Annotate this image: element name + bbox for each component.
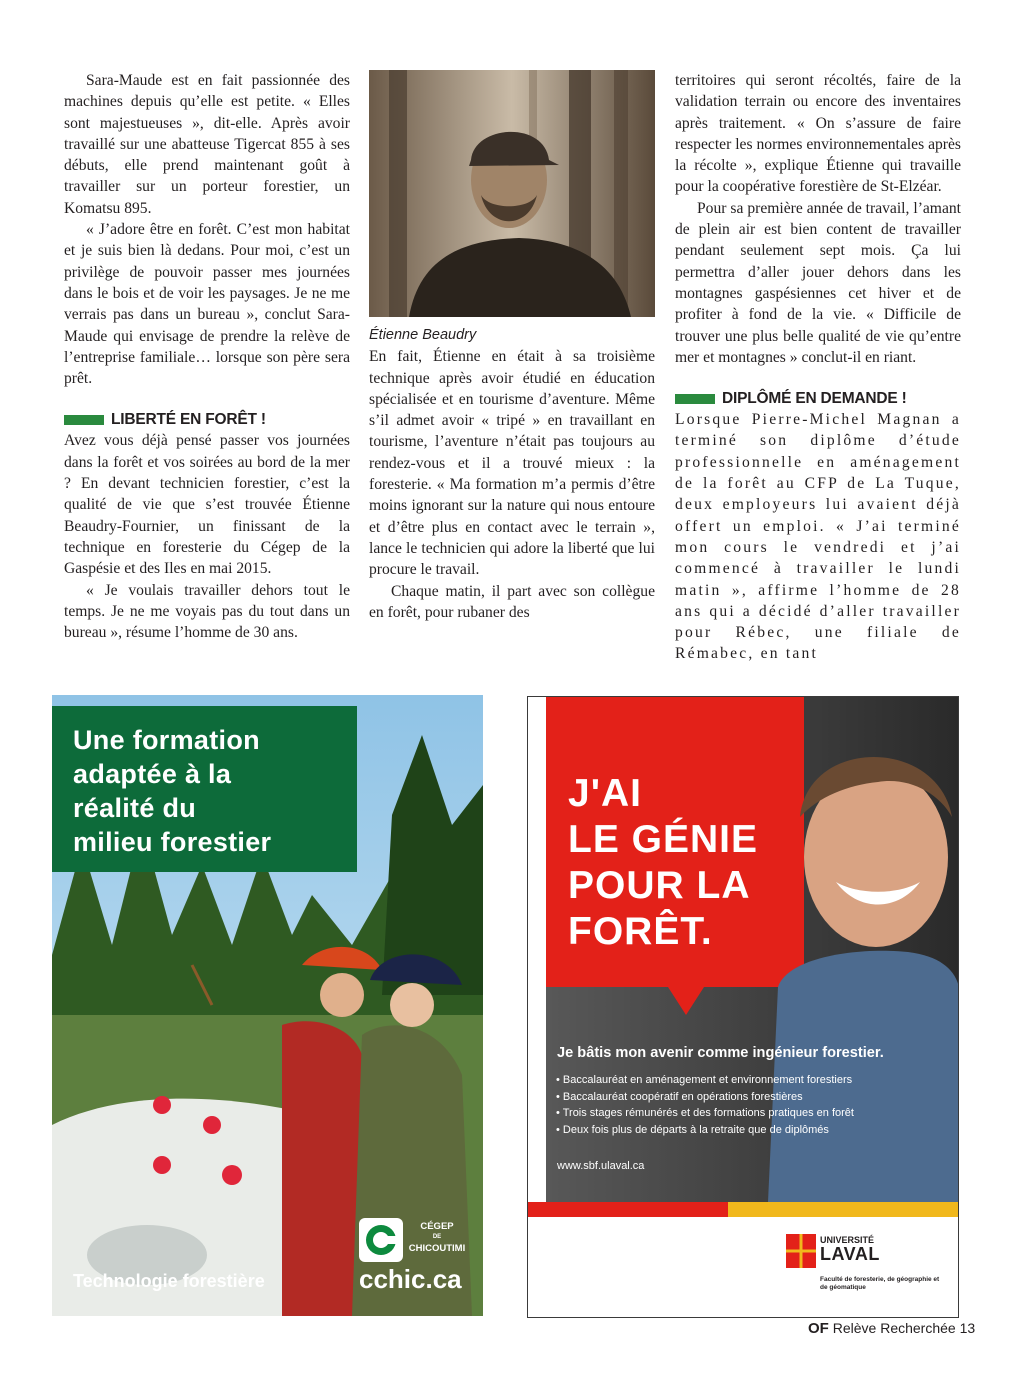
paragraph: En fait, Étienne en était à sa troisième technique après avoir étudié en éducation spécialisée et en tourisme d’aventure. Même s’il admet avoir « tripé » en travaillant en tourisme, l’aventure n’était pas toujours au rendez-vous et il a trouvé mieux : la foresterie. « Ma formation m’a permis d’être moins ignorant sur la nature qui nous entoure et d’être plus en contact avec le terrain », lance le technicien qui adore la liberté que lui procure le travail.: [369, 348, 655, 579]
laval-advertisement[interactable]: [527, 696, 959, 1318]
list-item: • Baccalauréat coopératif en opérations forestières: [556, 1089, 854, 1106]
list-item: • Deux fois plus de départs à la retraite que de diplômés: [556, 1122, 854, 1139]
university-logo-text: [820, 1235, 880, 1263]
paragraph: Pour sa première année de travail, l’amant de plein air est bien content de travailler pendant seulement sept mois. Ça lui permettra d’aller jouer dehors dans les montagnes gaspésiennes cet hiver et de profiter à fond de la vie. « Difficile de trouver une plus belle qualité de vie qu’entre mer et montagnes » conclut-il en riant.: [675, 199, 961, 366]
paragraph: Sara-Maude est en fait passionnée des machines depuis qu’elle est petite. « Elles sont majestueuses », dit-elle. Après avoir travaillé sur une abatteuse Tigercat 855 à ses débuts, elle prend maintenant goût à travailler sur un porteur forestier, un Komatsu 895.: [64, 72, 350, 217]
headline-line: réalité du: [73, 793, 197, 823]
headline-line: LE GÉNIE: [568, 818, 759, 861]
program-name: Technologie forestière: [73, 1271, 265, 1291]
heading-bar: [64, 415, 104, 425]
headline-line: milieu forestier: [73, 827, 272, 857]
ad-tagline: Je bâtis mon avenir comme ingénieur forestier.: [557, 1045, 884, 1061]
page-footer: [808, 1320, 975, 1337]
page-number: 13: [959, 1320, 976, 1336]
headline-line: POUR LA: [568, 864, 751, 907]
section-heading-text: DIPLÔMÉ EN DEMANDE !: [722, 390, 907, 408]
ad-headline: [568, 771, 758, 955]
portrait-photo: [369, 70, 655, 317]
cegep-line: CHICOUTIMI: [408, 1243, 466, 1254]
cegep-logo-icon: [359, 1218, 403, 1262]
headline-line: Une formation: [73, 725, 260, 755]
cegep-line: CÉGEP: [420, 1221, 454, 1232]
list-item: • Baccalauréat en aménagement et environnement forestiers: [556, 1072, 854, 1089]
article-column-1: [64, 70, 350, 643]
paragraph: Lorsque Pierre-Michel Magnan a terminé son diplôme d’étude professionnelle en aménagement de la forêt au CFP de La Tuque, deux employeurs lui avaient déjà offert un emploi. « J’ai terminé mon cours le vendredi et j’ai commencé à travailler le lundi matin », affirme l’homme de 28 ans qui a décidé d’aller travailler pour Rébec, une filiale de Rémabec, en tant: [675, 411, 961, 663]
article-column-3: [675, 70, 961, 665]
paragraph: « J’adore être en forêt. C’est mon habitat et je suis bien là dedans. Pour moi, c’est un privilège de pouvoir passer mes journées dans le bois et de voir les paysages. Je ne me verrais pas dans un bureau », conclut Sara-Maude qui envisage de prendre la relève de l’entreprise familiale… lorsque son père sera prêt.: [64, 221, 350, 388]
paragraph: Avez vous déjà pensé passer vos journées dans la forêt et vos soirées au bord de la mer ? En devant technicien forestier, c’est la qualité de vie que s’est trouvée Étienne Beaudry-Fournier, un finissant de la technique en foresterie du Cégep de la Gaspésie et des Iles en mai 2015.: [64, 432, 350, 578]
section-heading: [64, 409, 350, 430]
headline-line: FORÊT.: [568, 910, 713, 953]
section-heading-text: LIBERTÉ EN FORÊT !: [111, 411, 266, 429]
photo-caption: Étienne Beaudry: [369, 327, 477, 343]
cegep-advertisement[interactable]: [52, 695, 483, 1316]
university-line: LAVAL: [820, 1244, 880, 1264]
article-column-2: [369, 70, 655, 623]
heading-bar: [675, 394, 715, 404]
paragraph: Chaque matin, il part avec son collègue en forêt, pour rubaner des: [369, 582, 655, 621]
ad-headline: [52, 706, 357, 872]
university-line: UNIVERSITÉ: [820, 1235, 875, 1245]
headline-line: adaptée à la: [73, 759, 232, 789]
cegep-line: DE: [432, 1234, 442, 1240]
cegep-url-link[interactable]: cchic.ca: [359, 1264, 462, 1294]
section-name: Relève Recherchée: [832, 1320, 956, 1336]
paragraph: territoires qui seront récoltés, faire de la validation terrain ou encore des inventaires après traitement. « On s’assure de faire respecter les normes environnementales après la récolte », explique Étienne qui travaille pour la coopérative forestière de St-Elzéar.: [675, 72, 961, 196]
headline-line: J'AI: [568, 772, 642, 815]
cegep-name: [407, 1221, 467, 1254]
section-heading: [675, 388, 961, 409]
magazine-name: OF: [808, 1320, 829, 1337]
list-item: • Trois stages rémunérés et des formations pratiques en forêt: [556, 1105, 854, 1122]
program-list: [556, 1072, 854, 1138]
laval-url-link[interactable]: www.sbf.ulaval.ca: [557, 1160, 645, 1172]
paragraph: « Je voulais travailler dehors tout le temps. Je ne me voyais pas du tout dans un bureau », résume l’homme de 30 ans.: [64, 581, 350, 642]
faculty-name: Faculté de foresterie, de géographie et de géomatique: [820, 1276, 940, 1291]
